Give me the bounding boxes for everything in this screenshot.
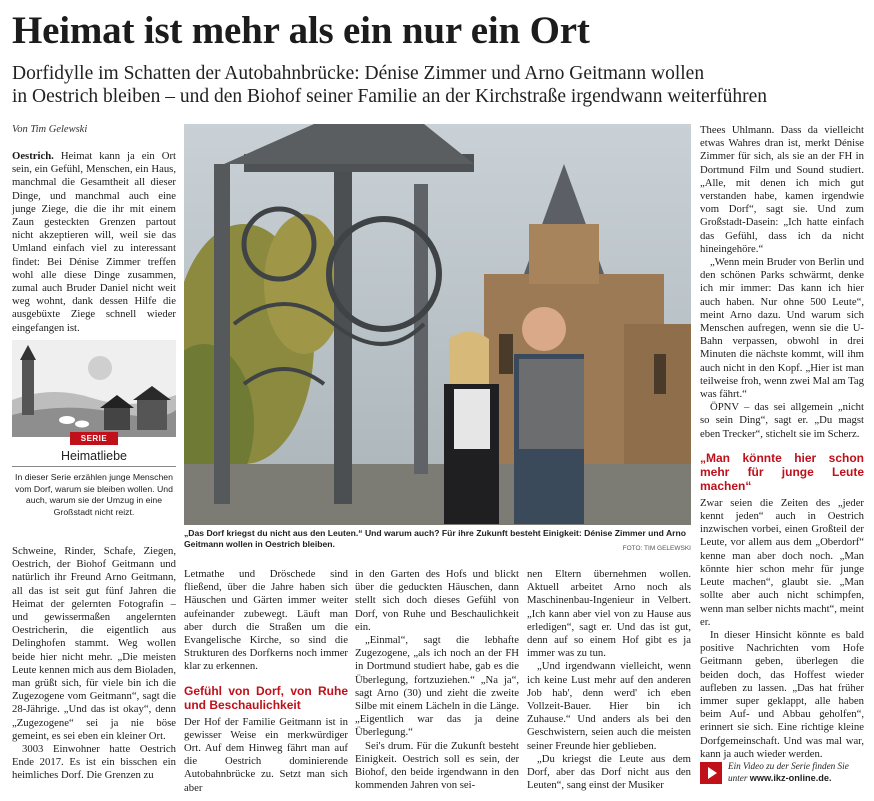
byline: Von Tim Gelewski [12, 124, 88, 135]
photo-caption: „Das Dorf kriegst du nicht aus den Leuten.“ Und warum auch? Für ihre Zukunft besteht Einigkeit: Dénise Zimmer und Arno Geitmann wollen in Oestrich bleiben. [184, 528, 686, 549]
subheadline-line-1: Dorfidylle im Schatten der Autobahnbrücke: Dénise Zimmer und Arno Geitmann wollen [12, 63, 705, 84]
play-icon [700, 762, 722, 784]
paragraph: Thees Uhlmann. Dass da vielleicht etwas Wahres dran ist, merkt Dénise Zimmer für sich, als sie an der FH in Dortmund Film und Sound studiert. „Alle, mit denen ich mich gut verstanden habe, kamen irgendwie vom Dorf“, sagt sie. Und zum Großstadt-Dasein: „Ich hatte einfach das Gefühl, dass ich da nicht hineingehöre.“ [700, 124, 864, 255]
paragraph: „Einmal“, sagt die lebhafte Zugezogene, „als ich noch an der FH in Dortmund studiert habe, gab es die Überlegung, fortzuziehen.“ „Na ja“, sagt Arno (30) und zieht die zweite Silbe mit einem Lächeln in die Länge. „Eigentlich war das ja deine Überlegung.“ [355, 634, 519, 739]
paragraph: „Du kriegst die Leute aus dem Dorf, aber das Dorf nicht aus den Leuten“, sang einst der Musiker [527, 752, 691, 792]
paragraph: „Und irgendwann vielleicht, wenn ich keine Lust mehr auf den anderen Job hab', denn werd' ich eben Vollzeit-Bauer. Hier bin ich Zuhause.“ Und anders als bei den Geschwistern, seien auch die meisten seiner Freunde hier geblieben. [527, 660, 691, 752]
series-illustration [12, 340, 176, 437]
column-1-intro [12, 150, 176, 335]
paragraph: Zwar seien die Zeiten des „jeder kennt jeden“ auch in Oestrich inzwischen vorbei, einen Großteil der Leute, vor allem aus dem „Oberdorf“ kenne man aber doch noch. „Man könnte hier schon mehr für junge Leute machen“, glaubt sie. „Man sollte aber auch nicht schimpfen, wenn man selber nichts macht“, meint er. [700, 496, 864, 628]
column-1-body [12, 545, 176, 783]
video-hint-prefix: unter [728, 773, 750, 783]
paragraph: ÖPNV – das sei allgemein „nicht so sein Ding“, sagt er. „Du magst eben Trecker“, stichelt sie im Scherz. [700, 401, 864, 440]
paragraph: nen Eltern übernehmen wollen. Aktuell arbeitet Arno noch als Maschinenbau-Ingenieur in Velbert. „Ich kann aber viel von zu Hause aus erledigen“, sagt er. Und das ist gut, denn auf so einem Hof gibt es ja immer was zu tun. [527, 568, 691, 660]
series-description: In dieser Serie erzählen junge Menschen vom Dorf, warum sie bleiben wollen. Und auch, warum sie der Umzug in eine Großstadt nicht reizt. [15, 472, 173, 517]
column-5 [700, 124, 864, 761]
subheadline [12, 62, 862, 108]
series-box [12, 340, 176, 535]
paragraph: Letmathe und Dröschede sind fließend, über die Jahre haben sich Häuschen und Gärten immer weiter aufeinander zubewegt. Läuft man aber durch die Straßen um die Evangelische Kirche, so sind die Strukturen des Dorfkerns noch immer klar zu erkennen. [184, 568, 348, 673]
headline: Heimat ist mehr als ein nur ein Ort [12, 9, 590, 52]
dateline: Oestrich. [12, 150, 54, 162]
paragraph: In dieser Hinsicht könnte es bald positive Nachrichten vom Hofe Geitmann geben, überlegen die beiden doch, das Hoffest wieder aufleben zu lassen. „Das hat früher immer super geklappt, alle haben beim Auf- und Abbau geholfen“, erinnert sie sich. Eine richtige kleine Dorfgemeinschaft. Und was mal war, kann ja auch wieder werden. [700, 628, 864, 760]
video-hint-text: Ein Video zu der Serie finden Sie [728, 761, 849, 771]
column-4 [527, 568, 691, 792]
paragraph: Sei's drum. Für die Zukunft besteht Einigkeit. Oestrich soll es sein, der Biohof, den beide irgendwann in den kommenden Jahren von sei- [355, 739, 519, 792]
intro-text: Heimat kann ja ein Ort sein, ein Gefühl, Menschen, ein Haus, manchmal die Gesamtheit all dieser Dinge, und manchmal auch eine junge Ziege, die die ihr mit einem Zaun gesteckten Grenzen partout nicht akzeptieren will, weil sie das Umland einfach viel zu interessant findet: Bei Dénise Zimmer treffen wohl alle diese Dinge zusammen, zumal auch Bruder Daniel nicht weit weg wohnt, dank dessen Hilfe die ausgebüxte Ziege schnell wieder eingefangen ist. [12, 150, 176, 334]
paragraph: „Wenn mein Bruder von Berlin und den schönen Parks schwärmt, denke ich mir immer: Das kann ich hier auch haben. Nur ohne 500 Leute“, meint Arno dazu. Und warum sich Menschen aufregen, wenn sie die U-Bahn verpassen, obwohl in drei Minuten die nächste kommt, will ihm auch nicht in den Kopf. „Hier ist man teilweise froh, wenn zwei Mal am Tag was fährt.“ [700, 256, 864, 401]
column-3 [355, 568, 519, 792]
column-2 [184, 568, 348, 795]
intertitle: „Man könnte hier schon mehr für junge Leute machen“ [700, 450, 864, 493]
main-photo [184, 124, 691, 525]
photo-credit: FOTO: TIM GELEWSKI [622, 545, 691, 552]
video-url-link[interactable]: www.ikz-online.de. [749, 773, 832, 783]
intertitle: Gefühl von Dorf, von Ruhe und Beschaulichkeit [184, 683, 348, 712]
subheadline-line-2: in Oestrich bleiben – und den Biohof seiner Familie an der Kirchstraße irgendwann weiterführen [12, 86, 768, 107]
paragraph: in den Garten des Hofs und blickt über die geduckten Häuschen, dann stellt sich doch dieses Gefühl von Dorf, von Ruhe und Beschaulichkeit ein. [355, 568, 519, 633]
paragraph: Der Hof der Familie Geitmann ist in gewisser Weise ein merkwürdiger Ort. Auf dem Hinweg fährt man auf die Oestrich dominierende Autobahnbrücke zu. Setzt man sich aber [184, 715, 348, 794]
paragraph: 3003 Einwohner hatte Oestrich Ende 2017. Es ist ein bisschen ein heimliches Dorf. Die Grenzen zu [12, 743, 176, 782]
series-badge: SERIE [70, 432, 118, 445]
paragraph: Schweine, Rinder, Schafe, Ziegen, Oestrich, der Biohof Geitmann und natürlich ihr Freund Arno Geitmann, all das ist seit gut fünf Jahren die Heimat der gelernten Fotografin – und gewissermaßen angelernten Oestricherin, die eigentlich aus Delinghofen stammt. Weg wollen beide hier nicht mehr. „Die meisten Leute kennen mich aus dem Bioladen, man grüßt sich, für viele bin ich die Zugezogene vom Geitmann“, sagt die 28-Jährige. „Und das ist okay“, denn „Zugezogene“ sei ja nie böse gemeint, es sei eben ein kleiner Ort. [12, 545, 176, 742]
series-title: Heimatliebe [60, 449, 127, 463]
video-hint [700, 760, 864, 792]
series-divider [12, 466, 176, 467]
